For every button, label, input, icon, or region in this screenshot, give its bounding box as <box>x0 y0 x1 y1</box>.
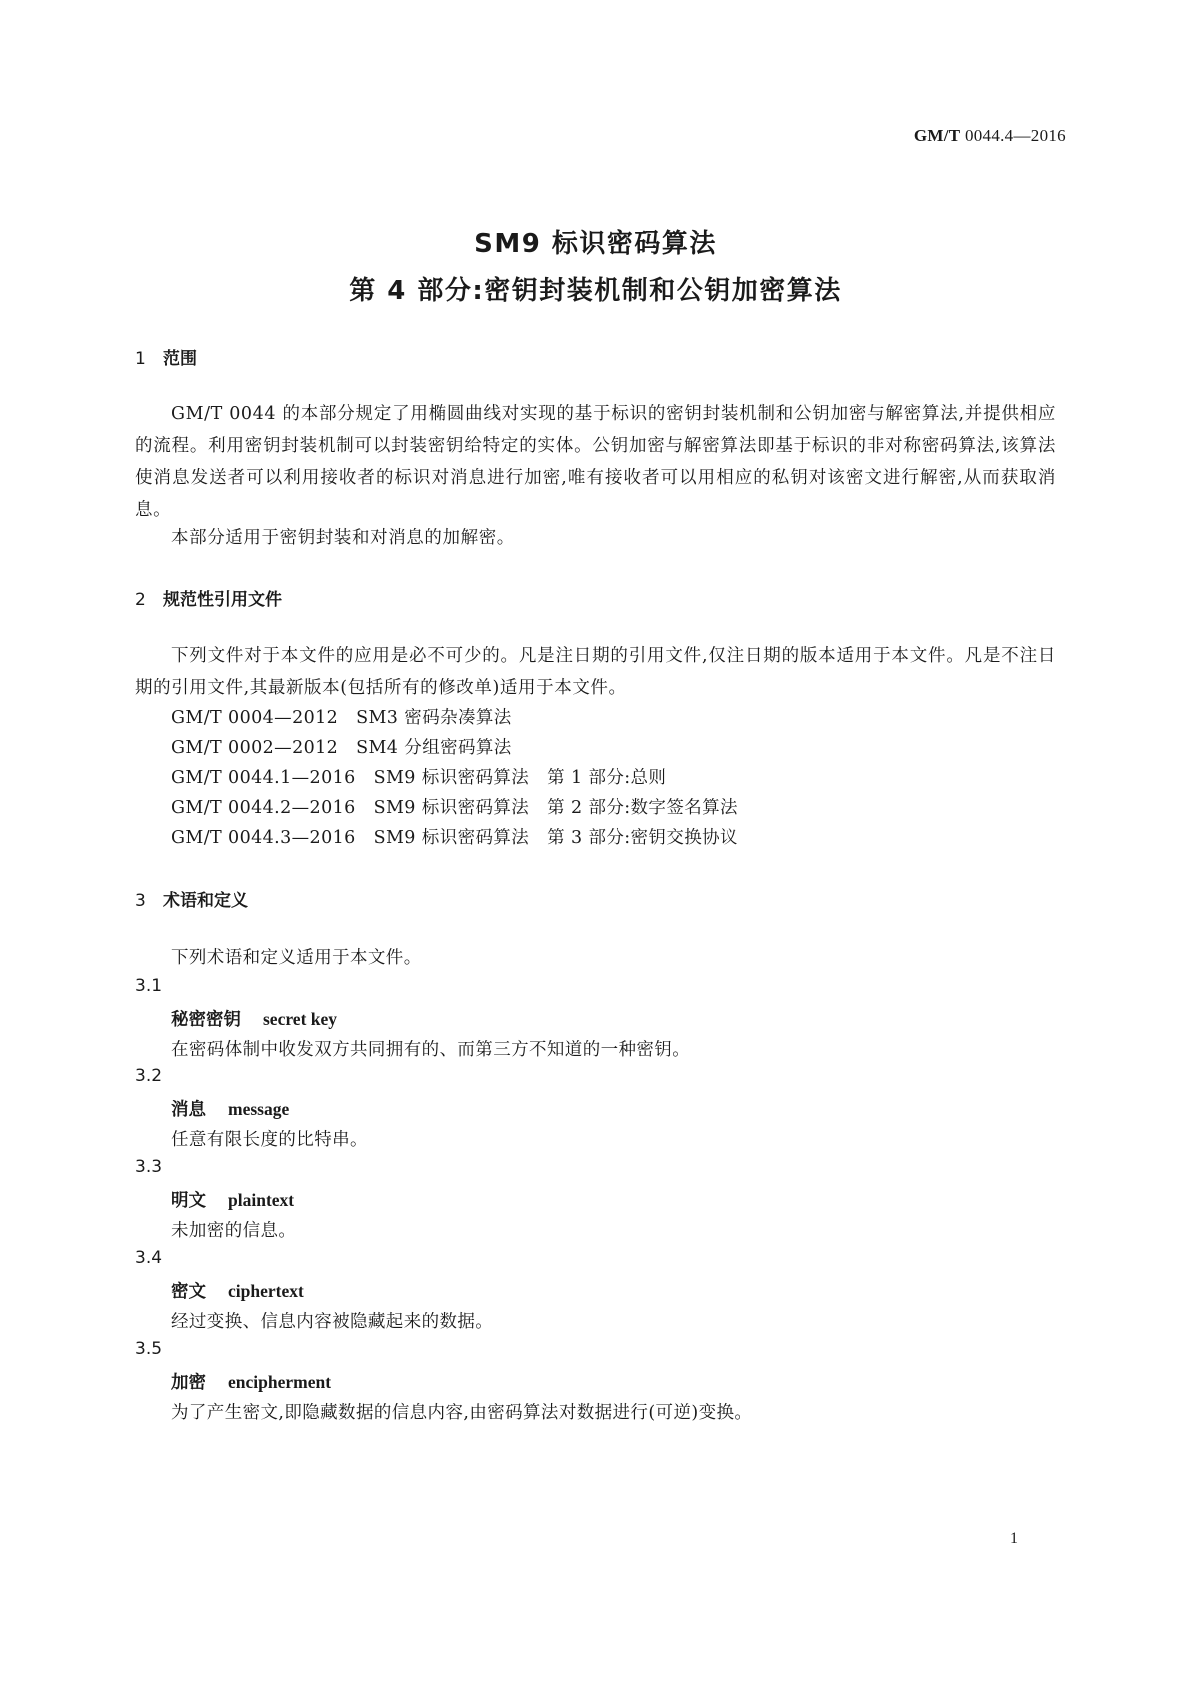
term-en: plaintext <box>228 1190 295 1210</box>
document-id <box>914 126 1066 146</box>
reference-item: GM/T 0004—2012 SM3 密码杂凑算法 <box>171 708 512 728</box>
section-heading-normative-references <box>135 585 282 610</box>
term-zh: 消息 <box>171 1100 206 1120</box>
document-subtitle: 第 4 部分:密钥封装机制和公钥加密算法 <box>349 276 842 306</box>
term-number: 3.1 <box>135 976 163 996</box>
reference-item: GM/T 0044.2—2016 SM9 标识密码算法 第 2 部分:数字签名算法 <box>171 798 738 818</box>
doc-code: GM/T <box>913 126 961 145</box>
section-title: 范围 <box>163 349 197 369</box>
term-heading <box>171 1096 289 1121</box>
term-definition: 任意有限长度的比特串。 <box>171 1130 368 1150</box>
term-heading <box>171 1006 337 1031</box>
term-zh: 明文 <box>171 1191 206 1211</box>
term-heading <box>171 1187 294 1212</box>
reference-item: GM/T 0002—2012 SM4 分组密码算法 <box>171 738 512 758</box>
section-heading-scope <box>135 344 197 369</box>
term-number: 3.2 <box>135 1066 163 1086</box>
term-en: ciphertext <box>228 1281 304 1301</box>
references-intro-paragraph: 下列文件对于本文件的应用是必不可少的。凡是注日期的引用文件,仅注日期的版本适用于本文件。凡是不注日期的引用文件,其最新版本(包括所有的修改单)适用于本文件。 <box>135 646 1056 698</box>
scope-paragraph-1: GM/T 0044 的本部分规定了用椭圆曲线对实现的基于标识的密钥封装机制和公钥加密与解密算法,并提供相应的流程。利用密钥封装机制可以封装密钥给特定的实体。公钥加密与解密算法即基于标识的非对称密码算法,该算法使消息发送者可以利用接收者的标识对消息进行加密,唯有接收者可以用相应的私钥对该密文进行解密,从而获取消息。 <box>135 404 1056 520</box>
page-number: 1 <box>1010 1530 1018 1547</box>
terms-intro: 下列术语和定义适用于本文件。 <box>171 948 422 968</box>
term-zh: 加密 <box>171 1373 206 1393</box>
term-en: encipherment <box>228 1372 332 1392</box>
term-en: message <box>228 1099 290 1119</box>
term-heading <box>171 1369 331 1394</box>
term-en: secret key <box>263 1009 338 1029</box>
section-title: 术语和定义 <box>163 891 248 911</box>
scope-paragraph-2: 本部分适用于密钥封装和对消息的加解密。 <box>171 528 515 548</box>
section-number: 1 <box>135 349 146 369</box>
section-heading-terms <box>135 886 248 911</box>
term-number: 3.3 <box>135 1157 163 1177</box>
reference-item: GM/T 0044.1—2016 SM9 标识密码算法 第 1 部分:总则 <box>171 768 667 788</box>
doc-number: 0044.4—2016 <box>964 126 1066 145</box>
section-number: 2 <box>135 590 146 610</box>
term-definition: 为了产生密文,即隐藏数据的信息内容,由密码算法对数据进行(可逆)变换。 <box>171 1403 753 1423</box>
term-number: 3.4 <box>135 1248 163 1268</box>
term-definition: 在密码体制中收发双方共同拥有的、而第三方不知道的一种密钥。 <box>171 1040 691 1060</box>
document-title: SM9 标识密码算法 <box>474 229 717 259</box>
term-heading <box>171 1278 304 1303</box>
reference-item: GM/T 0044.3—2016 SM9 标识密码算法 第 3 部分:密钥交换协议 <box>171 828 738 848</box>
term-definition: 未加密的信息。 <box>171 1221 297 1241</box>
term-zh: 秘密密钥 <box>171 1010 241 1030</box>
term-number: 3.5 <box>135 1339 163 1359</box>
term-zh: 密文 <box>171 1282 206 1302</box>
section-number: 3 <box>135 891 146 911</box>
term-definition: 经过变换、信息内容被隐藏起来的数据。 <box>171 1312 494 1332</box>
section-title: 规范性引用文件 <box>163 590 282 610</box>
